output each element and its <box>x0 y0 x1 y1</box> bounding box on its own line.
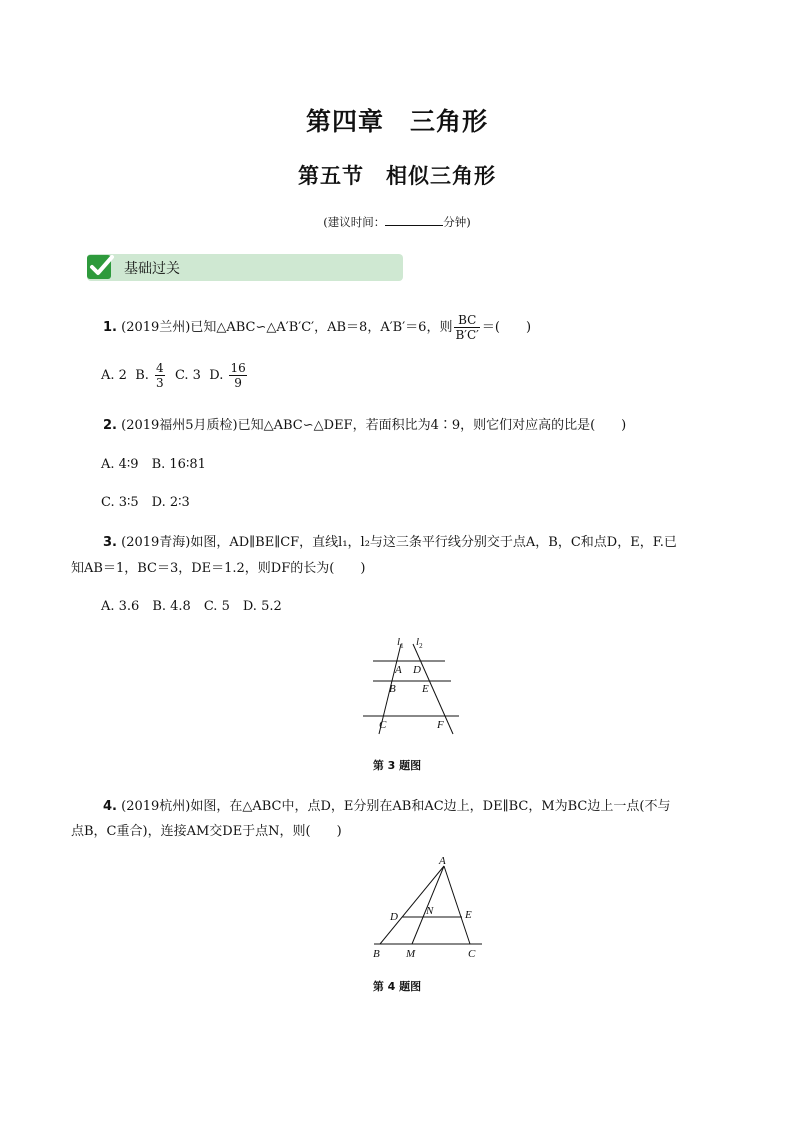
time-hint-suffix: 分钟) <box>443 215 471 229</box>
line-l2 <box>413 644 453 734</box>
question-number: 1. <box>103 320 117 335</box>
answer-bracket: ＝( ) <box>481 320 532 335</box>
section-title: 第五节 相似三角形 <box>298 164 496 188</box>
option-b[interactable] <box>135 361 166 390</box>
label-d: D <box>390 911 398 923</box>
question-4-text-line2: 点B，C重合)，连接AM交DE于点N，则( ) <box>71 824 342 839</box>
chapter-title: 第四章 三角形 <box>305 107 488 136</box>
fraction <box>155 361 165 390</box>
question-text: (2019兰州)已知△ABC∽△A′B′C′，AB＝8，A′B′＝6，则 <box>121 320 453 335</box>
fraction-numerator: 16 <box>230 361 246 375</box>
label-b: B <box>389 683 396 695</box>
side-ac <box>444 866 470 944</box>
question-text: (2019杭州)如图，在△ABC中，点D，E分别在AB和AC边上，DE∥BC，M为BC边上一点(不与 <box>121 799 671 814</box>
label-m: M <box>406 948 416 960</box>
banner-label: 基础过关 <box>124 261 180 277</box>
time-blank[interactable] <box>385 215 443 226</box>
question-number: 3. <box>103 535 117 550</box>
fraction-numerator: BC <box>454 313 479 328</box>
label-a: A <box>439 855 446 867</box>
option-b-prefix: B. <box>135 368 149 383</box>
option-c[interactable]: C. 3 <box>174 368 201 383</box>
label-n: N <box>426 905 434 917</box>
option-d-prefix: D. <box>209 368 224 383</box>
time-hint <box>0 214 794 230</box>
section-banner <box>87 254 403 281</box>
question-3-text-line2: 知AB＝1，BC＝3，DE＝1.2，则DF的长为( ) <box>71 561 366 576</box>
fraction <box>229 361 246 390</box>
label-l2: $l_2$ <box>416 636 423 650</box>
figure-3-caption: 第 3 题图 <box>372 759 422 772</box>
question-1-options <box>101 361 249 390</box>
label-l1: $l_1$ <box>397 636 404 650</box>
label-e: E <box>465 909 472 921</box>
label-c: C <box>379 719 387 731</box>
figure-4-caption: 第 4 题图 <box>372 980 422 993</box>
question-4 <box>103 797 670 817</box>
option-a[interactable]: A. 2 <box>101 368 127 383</box>
fraction <box>454 313 479 342</box>
question-2 <box>103 416 626 436</box>
side-ab <box>380 866 444 944</box>
question-text: (2019福州5月质检)已知△ABC∽△DEF，若面积比为4∶9，则它们对应高的比是( ) <box>121 418 627 433</box>
question-1 <box>103 313 531 342</box>
question-number: 4. <box>103 799 117 814</box>
check-icon <box>85 251 115 281</box>
fraction-numerator: 4 <box>156 361 164 375</box>
question-2-options-2[interactable]: C. 3∶5 D. 2∶3 <box>101 495 190 510</box>
fraction-denominator: 3 <box>156 376 164 390</box>
question-2-options-1[interactable]: A. 4∶9 B. 16∶81 <box>101 457 206 472</box>
question-text: (2019青海)如图，AD∥BE∥CF，直线l₁，l₂与这三条平行线分别交于点A，B，C和点D，E，F.已 <box>121 535 677 550</box>
time-hint-prefix: (建议时间： <box>323 215 386 229</box>
fraction-denominator: B′C′ <box>455 328 479 342</box>
label-b: B <box>373 948 380 960</box>
figure-4 <box>366 854 490 962</box>
question-number: 2. <box>103 418 117 433</box>
fraction-denominator: 9 <box>234 376 242 390</box>
label-a: A <box>395 664 402 676</box>
label-e: E <box>422 683 429 695</box>
label-c: C <box>468 948 476 960</box>
label-d: D <box>413 664 421 676</box>
question-3 <box>103 533 677 553</box>
figure-3 <box>355 634 465 736</box>
option-d[interactable] <box>209 361 249 390</box>
label-f: F <box>437 719 444 731</box>
question-3-options[interactable]: A. 3.6 B. 4.8 C. 5 D. 5.2 <box>101 599 282 614</box>
